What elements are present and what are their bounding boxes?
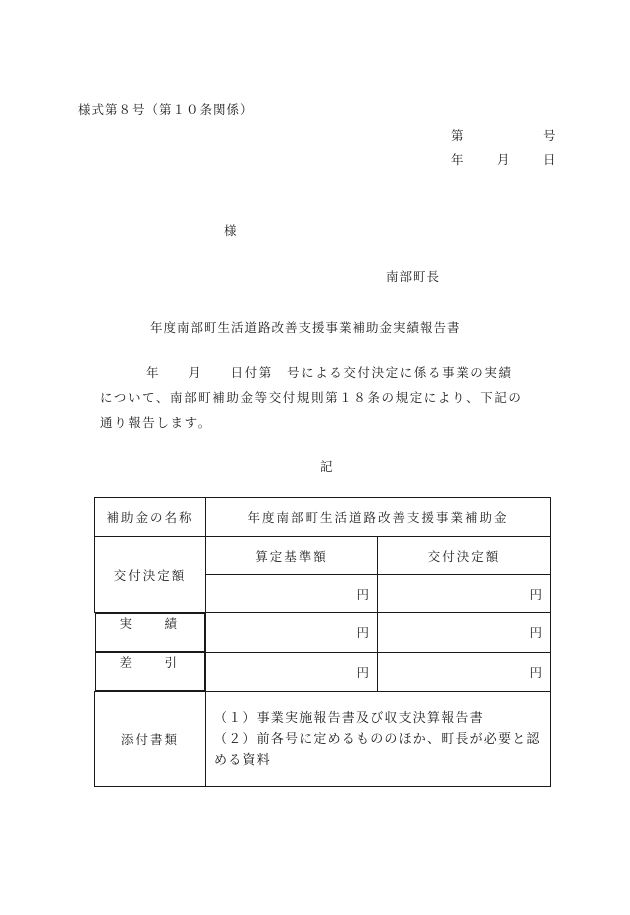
form-number: 様式第８号（第１０条関係）: [78, 102, 254, 117]
table-row: [95, 498, 551, 537]
actual-label-a: 実: [119, 616, 133, 631]
attachment-item-1: （１）事業実施報告書及び収支決算報告書: [214, 710, 484, 726]
attachment-item-2: （２）前各号に定めるもののほか、町長が必要と認める資料: [214, 731, 541, 768]
attachments-list: [206, 692, 551, 787]
subsidy-name-value: 年度南部町生活道路改善支援事業補助金: [206, 498, 551, 537]
subsidy-name-label: 補助金の名称: [95, 498, 206, 537]
body-line-2: について、南部町補助金等交付規則第１８条の規定により、下記の: [100, 390, 523, 405]
addressee: 様: [224, 223, 237, 238]
actual-label-b: 績: [164, 616, 177, 631]
standard-amount-yen: 円: [206, 575, 378, 613]
actual-label: [95, 613, 206, 652]
column-header-standard: 算定基準額: [206, 537, 378, 575]
difference-decision-yen: 円: [378, 652, 551, 692]
date-day: 日: [543, 152, 556, 167]
sender: 南部町長: [386, 269, 441, 284]
actual-standard-yen: 円: [206, 613, 378, 653]
decision-amount-yen: 円: [378, 575, 551, 613]
difference-label-a: 差: [119, 655, 133, 670]
report-table: [94, 497, 551, 787]
ki-heading: 記: [320, 459, 333, 474]
difference-label: [95, 652, 206, 691]
date-month: 月: [497, 152, 510, 167]
attachments-label: 添付書類: [95, 692, 206, 787]
table-row: [95, 537, 551, 575]
table-row: [95, 613, 551, 653]
actual-decision-yen: 円: [378, 613, 551, 653]
body-line-3: 通り報告します。: [100, 415, 212, 430]
body-line-1: 年 月 日付第 号による交付決定に係る事業の実績: [146, 365, 513, 380]
decision-amount-label: 交付決定額: [95, 537, 206, 613]
document-number-label: 第: [451, 128, 464, 143]
date-year: 年: [451, 152, 464, 167]
difference-label-b: 引: [164, 655, 177, 670]
body-paragraph: [100, 360, 560, 435]
table-row: [95, 652, 551, 692]
column-header-decision: 交付決定額: [378, 537, 551, 575]
table-row: [95, 692, 551, 787]
difference-standard-yen: 円: [206, 652, 378, 692]
document-title: 年度南部町生活道路改善支援事業補助金実績報告書: [150, 320, 461, 335]
document-number-suffix: 号: [543, 128, 556, 143]
